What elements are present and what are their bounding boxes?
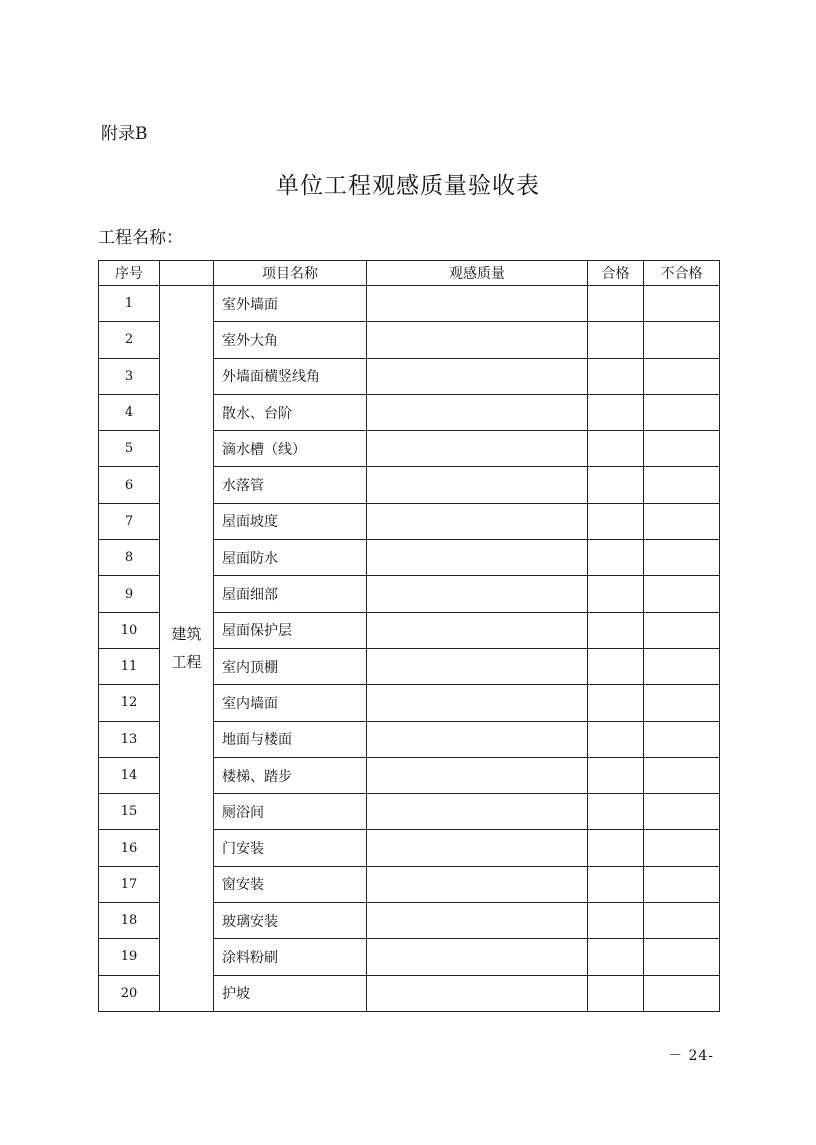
fail-cell[interactable] bbox=[644, 648, 720, 684]
row-number: 20 bbox=[99, 975, 160, 1011]
quality-cell[interactable] bbox=[367, 939, 588, 975]
row-number: 15 bbox=[99, 794, 160, 830]
pass-cell[interactable] bbox=[588, 794, 644, 830]
quality-cell[interactable] bbox=[367, 757, 588, 793]
quality-cell[interactable] bbox=[367, 576, 588, 612]
table-body bbox=[99, 286, 720, 1012]
quality-cell[interactable] bbox=[367, 866, 588, 902]
pass-cell[interactable] bbox=[588, 503, 644, 539]
item-name: 滴水槽（线） bbox=[214, 431, 367, 467]
row-number: 19 bbox=[99, 939, 160, 975]
pass-cell[interactable] bbox=[588, 286, 644, 322]
item-name: 室外大角 bbox=[214, 322, 367, 358]
item-name: 屋面保护层 bbox=[214, 612, 367, 648]
item-name: 外墙面横竖线角 bbox=[214, 358, 367, 394]
item-name: 屋面坡度 bbox=[214, 503, 367, 539]
acceptance-table bbox=[98, 260, 720, 1012]
pass-cell[interactable] bbox=[588, 757, 644, 793]
pass-cell[interactable] bbox=[588, 975, 644, 1011]
item-name: 楼梯、踏步 bbox=[214, 757, 367, 793]
row-number: 10 bbox=[99, 612, 160, 648]
item-name: 室外墙面 bbox=[214, 286, 367, 322]
fail-cell[interactable] bbox=[644, 286, 720, 322]
quality-cell[interactable] bbox=[367, 467, 588, 503]
item-name: 水落管 bbox=[214, 467, 367, 503]
item-name: 涂料粉刷 bbox=[214, 939, 367, 975]
pass-cell[interactable] bbox=[588, 431, 644, 467]
quality-cell[interactable] bbox=[367, 503, 588, 539]
quality-cell[interactable] bbox=[367, 540, 588, 576]
pass-cell[interactable] bbox=[588, 866, 644, 902]
header-pass: 合格 bbox=[588, 261, 644, 286]
pass-cell[interactable] bbox=[588, 939, 644, 975]
pass-cell[interactable] bbox=[588, 903, 644, 939]
row-number: 9 bbox=[99, 576, 160, 612]
item-name: 门安装 bbox=[214, 830, 367, 866]
row-number: 5 bbox=[99, 431, 160, 467]
pass-cell[interactable] bbox=[588, 358, 644, 394]
quality-cell[interactable] bbox=[367, 685, 588, 721]
item-name: 屋面细部 bbox=[214, 576, 367, 612]
fail-cell[interactable] bbox=[644, 721, 720, 757]
fail-cell[interactable] bbox=[644, 503, 720, 539]
appendix-label: 附录B bbox=[101, 124, 148, 144]
quality-cell[interactable] bbox=[367, 322, 588, 358]
pass-cell[interactable] bbox=[588, 540, 644, 576]
category-label-line1: 建筑 bbox=[171, 625, 202, 644]
fail-cell[interactable] bbox=[644, 394, 720, 430]
item-name: 室内墙面 bbox=[214, 685, 367, 721]
header-seq: 序号 bbox=[99, 261, 160, 286]
quality-cell[interactable] bbox=[367, 721, 588, 757]
fail-cell[interactable] bbox=[644, 322, 720, 358]
fail-cell[interactable] bbox=[644, 540, 720, 576]
item-name: 护坡 bbox=[214, 975, 367, 1011]
row-number: 12 bbox=[99, 685, 160, 721]
quality-cell[interactable] bbox=[367, 286, 588, 322]
quality-cell[interactable] bbox=[367, 394, 588, 430]
header-item: 项目名称 bbox=[214, 261, 367, 286]
fail-cell[interactable] bbox=[644, 467, 720, 503]
quality-cell[interactable] bbox=[367, 358, 588, 394]
fail-cell[interactable] bbox=[644, 939, 720, 975]
category-cell bbox=[160, 286, 214, 1012]
item-name: 散水、台阶 bbox=[214, 394, 367, 430]
quality-cell[interactable] bbox=[367, 830, 588, 866]
header-quality: 观感质量 bbox=[367, 261, 588, 286]
row-number: 7 bbox=[99, 503, 160, 539]
page-title: 单位工程观感质量验收表 bbox=[276, 173, 540, 199]
quality-cell[interactable] bbox=[367, 794, 588, 830]
fail-cell[interactable] bbox=[644, 830, 720, 866]
row-number: 6 bbox=[99, 467, 160, 503]
category-label-line2: 工程 bbox=[171, 653, 202, 672]
quality-cell[interactable] bbox=[367, 903, 588, 939]
pass-cell[interactable] bbox=[588, 467, 644, 503]
pass-cell[interactable] bbox=[588, 830, 644, 866]
pass-cell[interactable] bbox=[588, 322, 644, 358]
item-name: 窗安装 bbox=[214, 866, 367, 902]
table-row bbox=[99, 286, 720, 322]
row-number: 17 bbox=[99, 866, 160, 902]
quality-cell[interactable] bbox=[367, 612, 588, 648]
header-fail: 不合格 bbox=[644, 261, 720, 286]
fail-cell[interactable] bbox=[644, 757, 720, 793]
pass-cell[interactable] bbox=[588, 685, 644, 721]
quality-cell[interactable] bbox=[367, 975, 588, 1011]
fail-cell[interactable] bbox=[644, 794, 720, 830]
page-number: － 24- bbox=[668, 1048, 714, 1064]
item-name: 屋面防水 bbox=[214, 540, 367, 576]
pass-cell[interactable] bbox=[588, 721, 644, 757]
row-number: 8 bbox=[99, 540, 160, 576]
pass-cell[interactable] bbox=[588, 612, 644, 648]
fail-cell[interactable] bbox=[644, 866, 720, 902]
table-header-row bbox=[99, 261, 720, 286]
quality-cell[interactable] bbox=[367, 648, 588, 684]
item-name: 室内顶棚 bbox=[214, 648, 367, 684]
row-number: 13 bbox=[99, 721, 160, 757]
quality-cell[interactable] bbox=[367, 431, 588, 467]
header-category bbox=[160, 261, 214, 286]
row-number: 1 bbox=[99, 286, 160, 322]
row-number: 18 bbox=[99, 903, 160, 939]
row-number: 11 bbox=[99, 648, 160, 684]
pass-cell[interactable] bbox=[588, 648, 644, 684]
fail-cell[interactable] bbox=[644, 612, 720, 648]
fail-cell[interactable] bbox=[644, 975, 720, 1011]
fail-cell[interactable] bbox=[644, 576, 720, 612]
project-name-label: 工程名称： bbox=[98, 228, 183, 248]
pass-cell[interactable] bbox=[588, 394, 644, 430]
row-number: 3 bbox=[99, 358, 160, 394]
item-name: 地面与楼面 bbox=[214, 721, 367, 757]
fail-cell[interactable] bbox=[644, 358, 720, 394]
row-number: 2 bbox=[99, 322, 160, 358]
fail-cell[interactable] bbox=[644, 685, 720, 721]
row-number: 16 bbox=[99, 830, 160, 866]
item-name: 玻璃安装 bbox=[214, 903, 367, 939]
row-number: 14 bbox=[99, 757, 160, 793]
item-name: 厕浴间 bbox=[214, 794, 367, 830]
pass-cell[interactable] bbox=[588, 576, 644, 612]
fail-cell[interactable] bbox=[644, 903, 720, 939]
fail-cell[interactable] bbox=[644, 431, 720, 467]
row-number: 4 bbox=[99, 394, 160, 430]
